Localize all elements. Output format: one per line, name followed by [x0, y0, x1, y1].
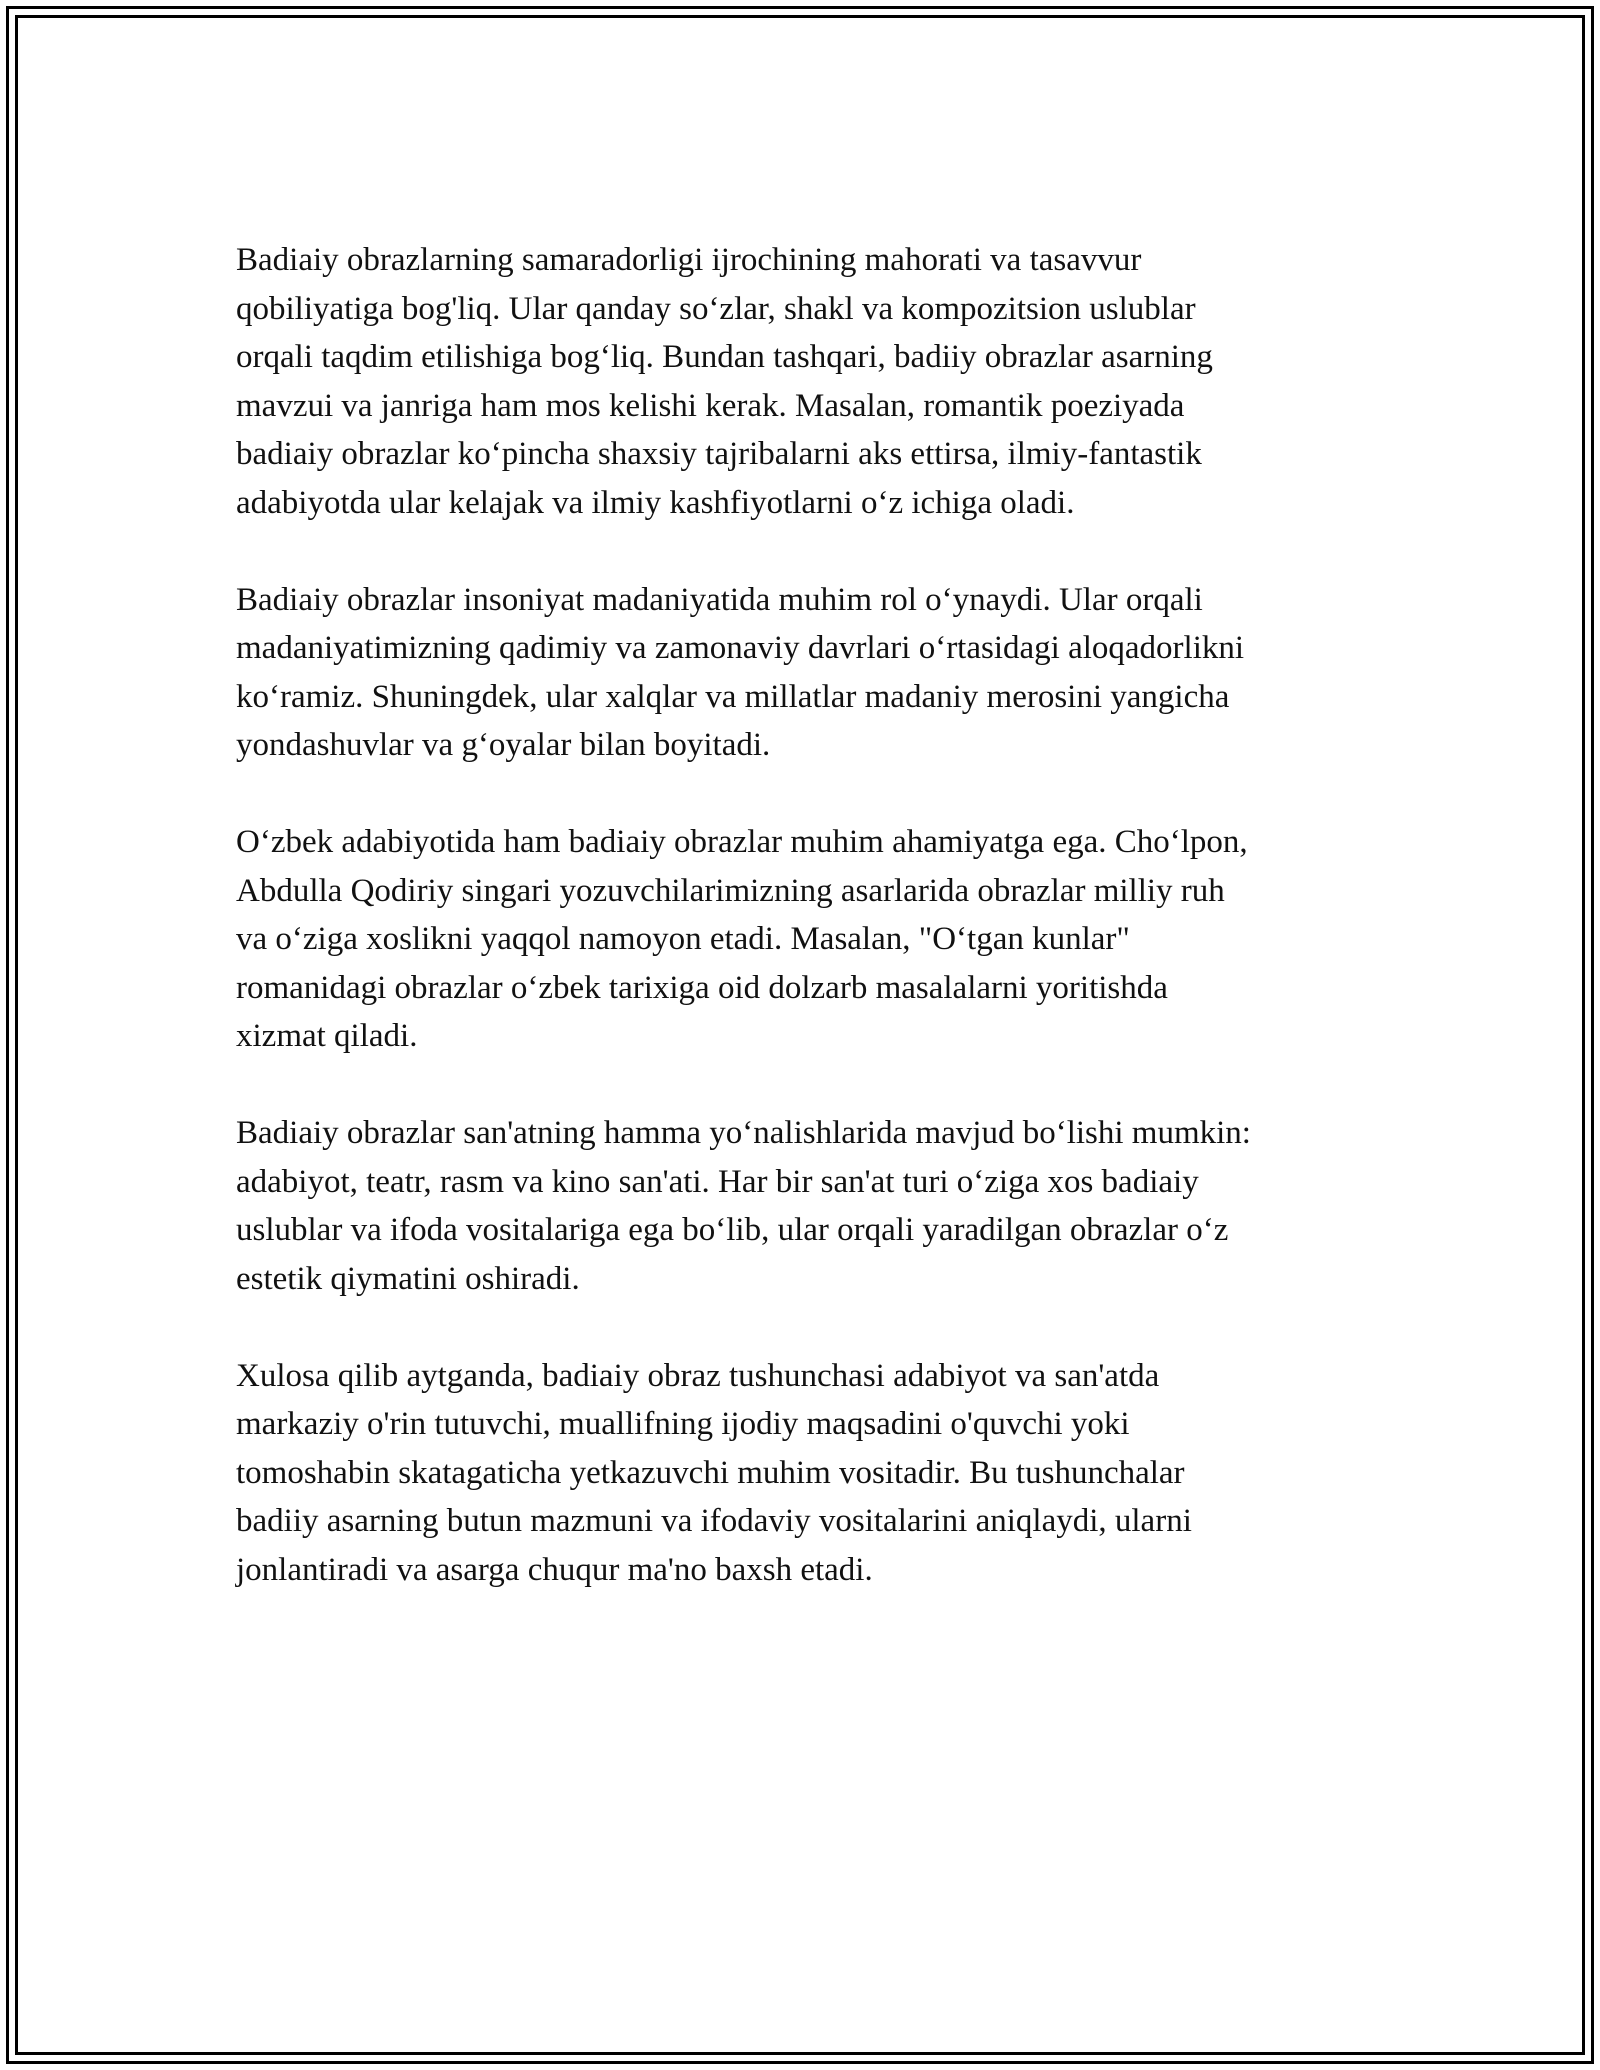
document-body [236, 236, 1366, 1594]
paragraph-5: Xulosa qilib aytganda, badiaiy obraz tushunchasi adabiyot va san'atda markaziy o'rin tutuvchi, muallifning ijodiy maqsadini o'quvchi yoki tomoshabin skatagaticha yetkazuvchi muhim vositadir. Bu tushunchalar badiiy asarning butun mazmuni va ifodaviy vositalarini aniqlaydi, ularni jonlantiradi va asarga chuqur ma'no baxsh etadi. [236, 1357, 1192, 1588]
paragraph-2: Badiaiy obrazlar insoniyat madaniyatida muhim rol o‘ynaydi. Ular orqali madaniyatimizning qadimiy va zamonaviy davrlari o‘rtasidagi aloqadorlikni ko‘ramiz. Shuningdek, ular xalqlar va millatlar madaniy merosini yangicha yondashuvlar va g‘oyalar bilan boyitadi. [236, 581, 1245, 763]
paragraph-3: O‘zbek adabiyotida ham badiaiy obrazlar muhim ahamiyatga ega. Cho‘lpon, Abdulla Qodiriy singari yozuvchilarimizning asarlarida obrazlar milliy ruh va o‘ziga xoslikni yaqqol namoyon etadi. Masalan, "O‘tgan kunlar" romanidagi obrazlar o‘zbek tarixiga oid dolzarb masalalarni yoritishda xizmat qiladi. [236, 824, 1248, 1054]
paragraph-1: Badiaiy obrazlarning samaradorligi ijrochining mahorati va tasavvur qobiliyatiga bog'liq. Ular qanday so‘zlar, shakl va kompozitsion uslublar orqali taqdim etilishiga bog‘liq. Bundan tashqari, badiiy obrazlar asarning mavzui va janriga ham mos kelishi kerak. Masalan, romantik poeziyada badiaiy obrazlar ko‘pincha shaxsiy tajribalarni aks ettirsa, ilmiy-fantastik adabiyotda ular kelajak va ilmiy kashfiyotlarni o‘z ichiga oladi. [236, 242, 1213, 521]
paragraph-4: Badiaiy obrazlar san'atning hamma yo‘nalishlarida mavjud bo‘lishi mumkin: adabiyot, teatr, rasm va kino san'ati. Har bir san'at turi o‘ziga xos badiaiy uslublar va ifoda vositalariga ega bo‘lib, ular orqali yaradilgan obrazlar o‘z estetik qiymatini oshiradi. [236, 1115, 1251, 1297]
